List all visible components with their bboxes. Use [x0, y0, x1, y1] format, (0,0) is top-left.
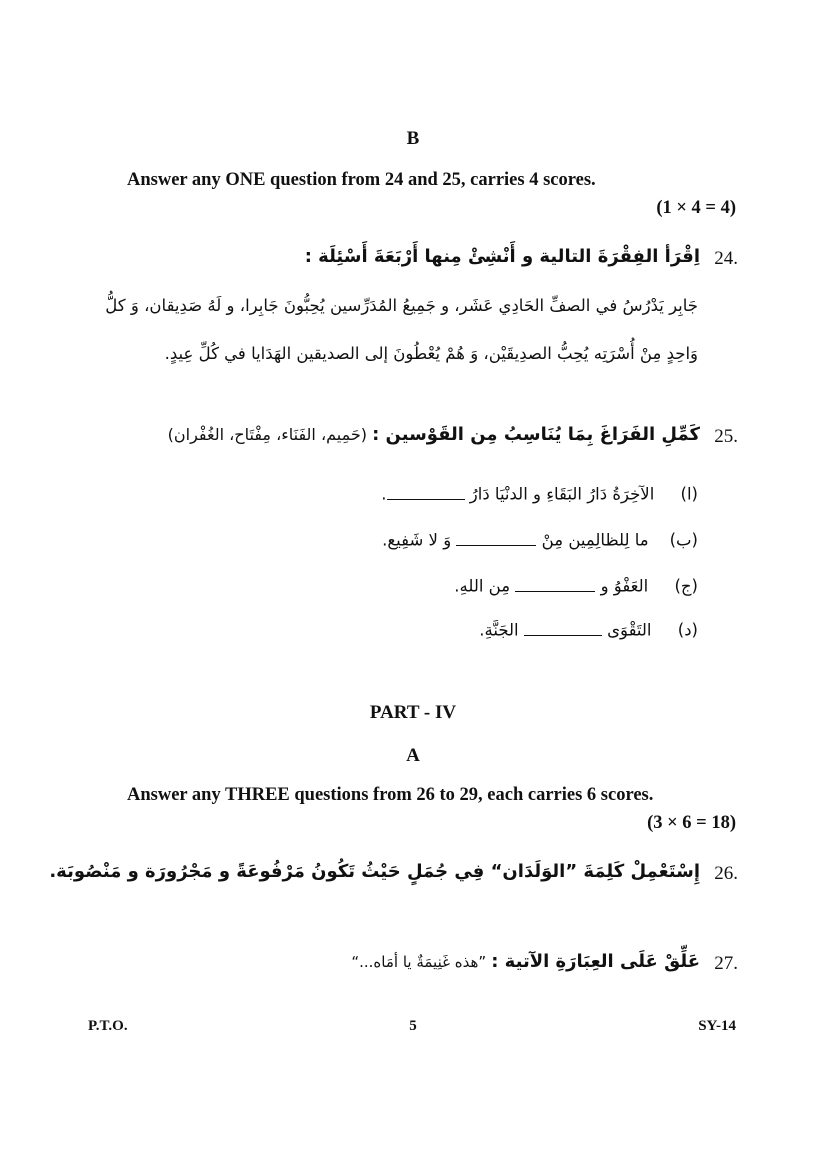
answer-blank: [387, 482, 465, 500]
reading-passage: [105, 282, 698, 378]
section-heading: B: [406, 128, 420, 149]
question-prompt-line: [120, 424, 700, 445]
passage-line: جَابِر يَدْرُسُ في الصفِّ الحَادِي عَشَر، و جَمِيعُ المُدَرِّسين يُحِبُّونَ جَابِرا، و لَهُ صَدِيقان، وَ كلُّ: [105, 296, 698, 315]
option-label: (د): [677, 620, 698, 640]
option-text-before: ما لِلظالِمِين مِنْ: [541, 530, 649, 550]
question-prompt: إِسْتَعْمِلْ كَلِمَةَ ”الوَلَدَان“ فِي جُمَلٍ حَيْثُ تَكُونُ مَرْفُوعَةً و مَجْرُورَة و مَنْصُوبَة.: [49, 861, 700, 882]
page-number: 5: [409, 1018, 417, 1034]
paper-code: SY-14: [698, 1018, 736, 1034]
question-prompt-line: [120, 951, 700, 972]
question-number: 27.: [714, 953, 738, 974]
fill-blank-option: [382, 528, 698, 550]
question-prompt: كَمِّلِ الفَرَاغَ بِمَا يُنَاسِبُ مِن القَوْسين :: [372, 424, 700, 445]
question-number: 24.: [714, 248, 738, 269]
option-text-after: مِن اللهِ.: [454, 576, 511, 596]
option-label: (ب): [669, 530, 698, 550]
option-text-after: وَ لا شَفِيع.: [382, 530, 452, 550]
question-prompt: اِقْرَأ الفِقْرَةَ التالية و أَنْشِئْ مِنها أَرْبَعَةَ أَسْئِلَة :: [304, 246, 700, 267]
question-number: 26.: [714, 863, 738, 884]
section-instruction: Answer any ONE question from 24 and 25, carries 4 scores.: [127, 170, 596, 190]
fill-blank-option: [454, 574, 698, 596]
question-number: 25.: [714, 426, 738, 447]
answer-blank: [515, 574, 595, 592]
question-prompt: عَلِّقْ عَلَى العِبَارَةِ الآتية :: [491, 951, 700, 972]
option-label: (ج): [674, 576, 698, 596]
option-text-before: التَقْوَى: [607, 620, 652, 640]
quoted-phrase: ”هذه غَنِيمَةٌ يا أمَاه...“: [351, 953, 487, 971]
option-text-before: الآخِرَةُ دَارُ البَقَاءِ و الدنْيَا دَارُ: [469, 484, 655, 504]
section-heading: A: [406, 745, 420, 766]
footer-pto: P.T.O.: [88, 1018, 128, 1034]
answer-blank: [456, 528, 536, 546]
passage-line: وَاحِدٍ مِنْ أُسْرَتِه يُحِبُّ الصدِيقَيْن، وَ هُمْ يُعْطُونَ إلى الصديقين الهَدَايا في كُلِّ عِيدٍ.: [164, 344, 698, 363]
option-label: (ا): [680, 484, 698, 504]
option-text-after: .: [381, 484, 387, 504]
option-text-before: العَفْوُ و: [600, 576, 649, 596]
option-text-after: الجَنَّةِ.: [479, 620, 519, 640]
fill-blank-option: [381, 482, 698, 504]
part-heading: PART - IV: [369, 702, 457, 723]
answer-blank: [524, 618, 602, 636]
fill-blank-option: [479, 618, 698, 640]
section-instruction: Answer any THREE questions from 26 to 29, each carries 6 scores.: [127, 785, 654, 805]
score-allocation: (3 × 6 = 18): [647, 813, 736, 833]
score-allocation: (1 × 4 = 4): [656, 198, 736, 218]
word-choices: (حَمِيم، الفَنَاء، مِفْتَاح، الغُفْران): [167, 425, 367, 444]
